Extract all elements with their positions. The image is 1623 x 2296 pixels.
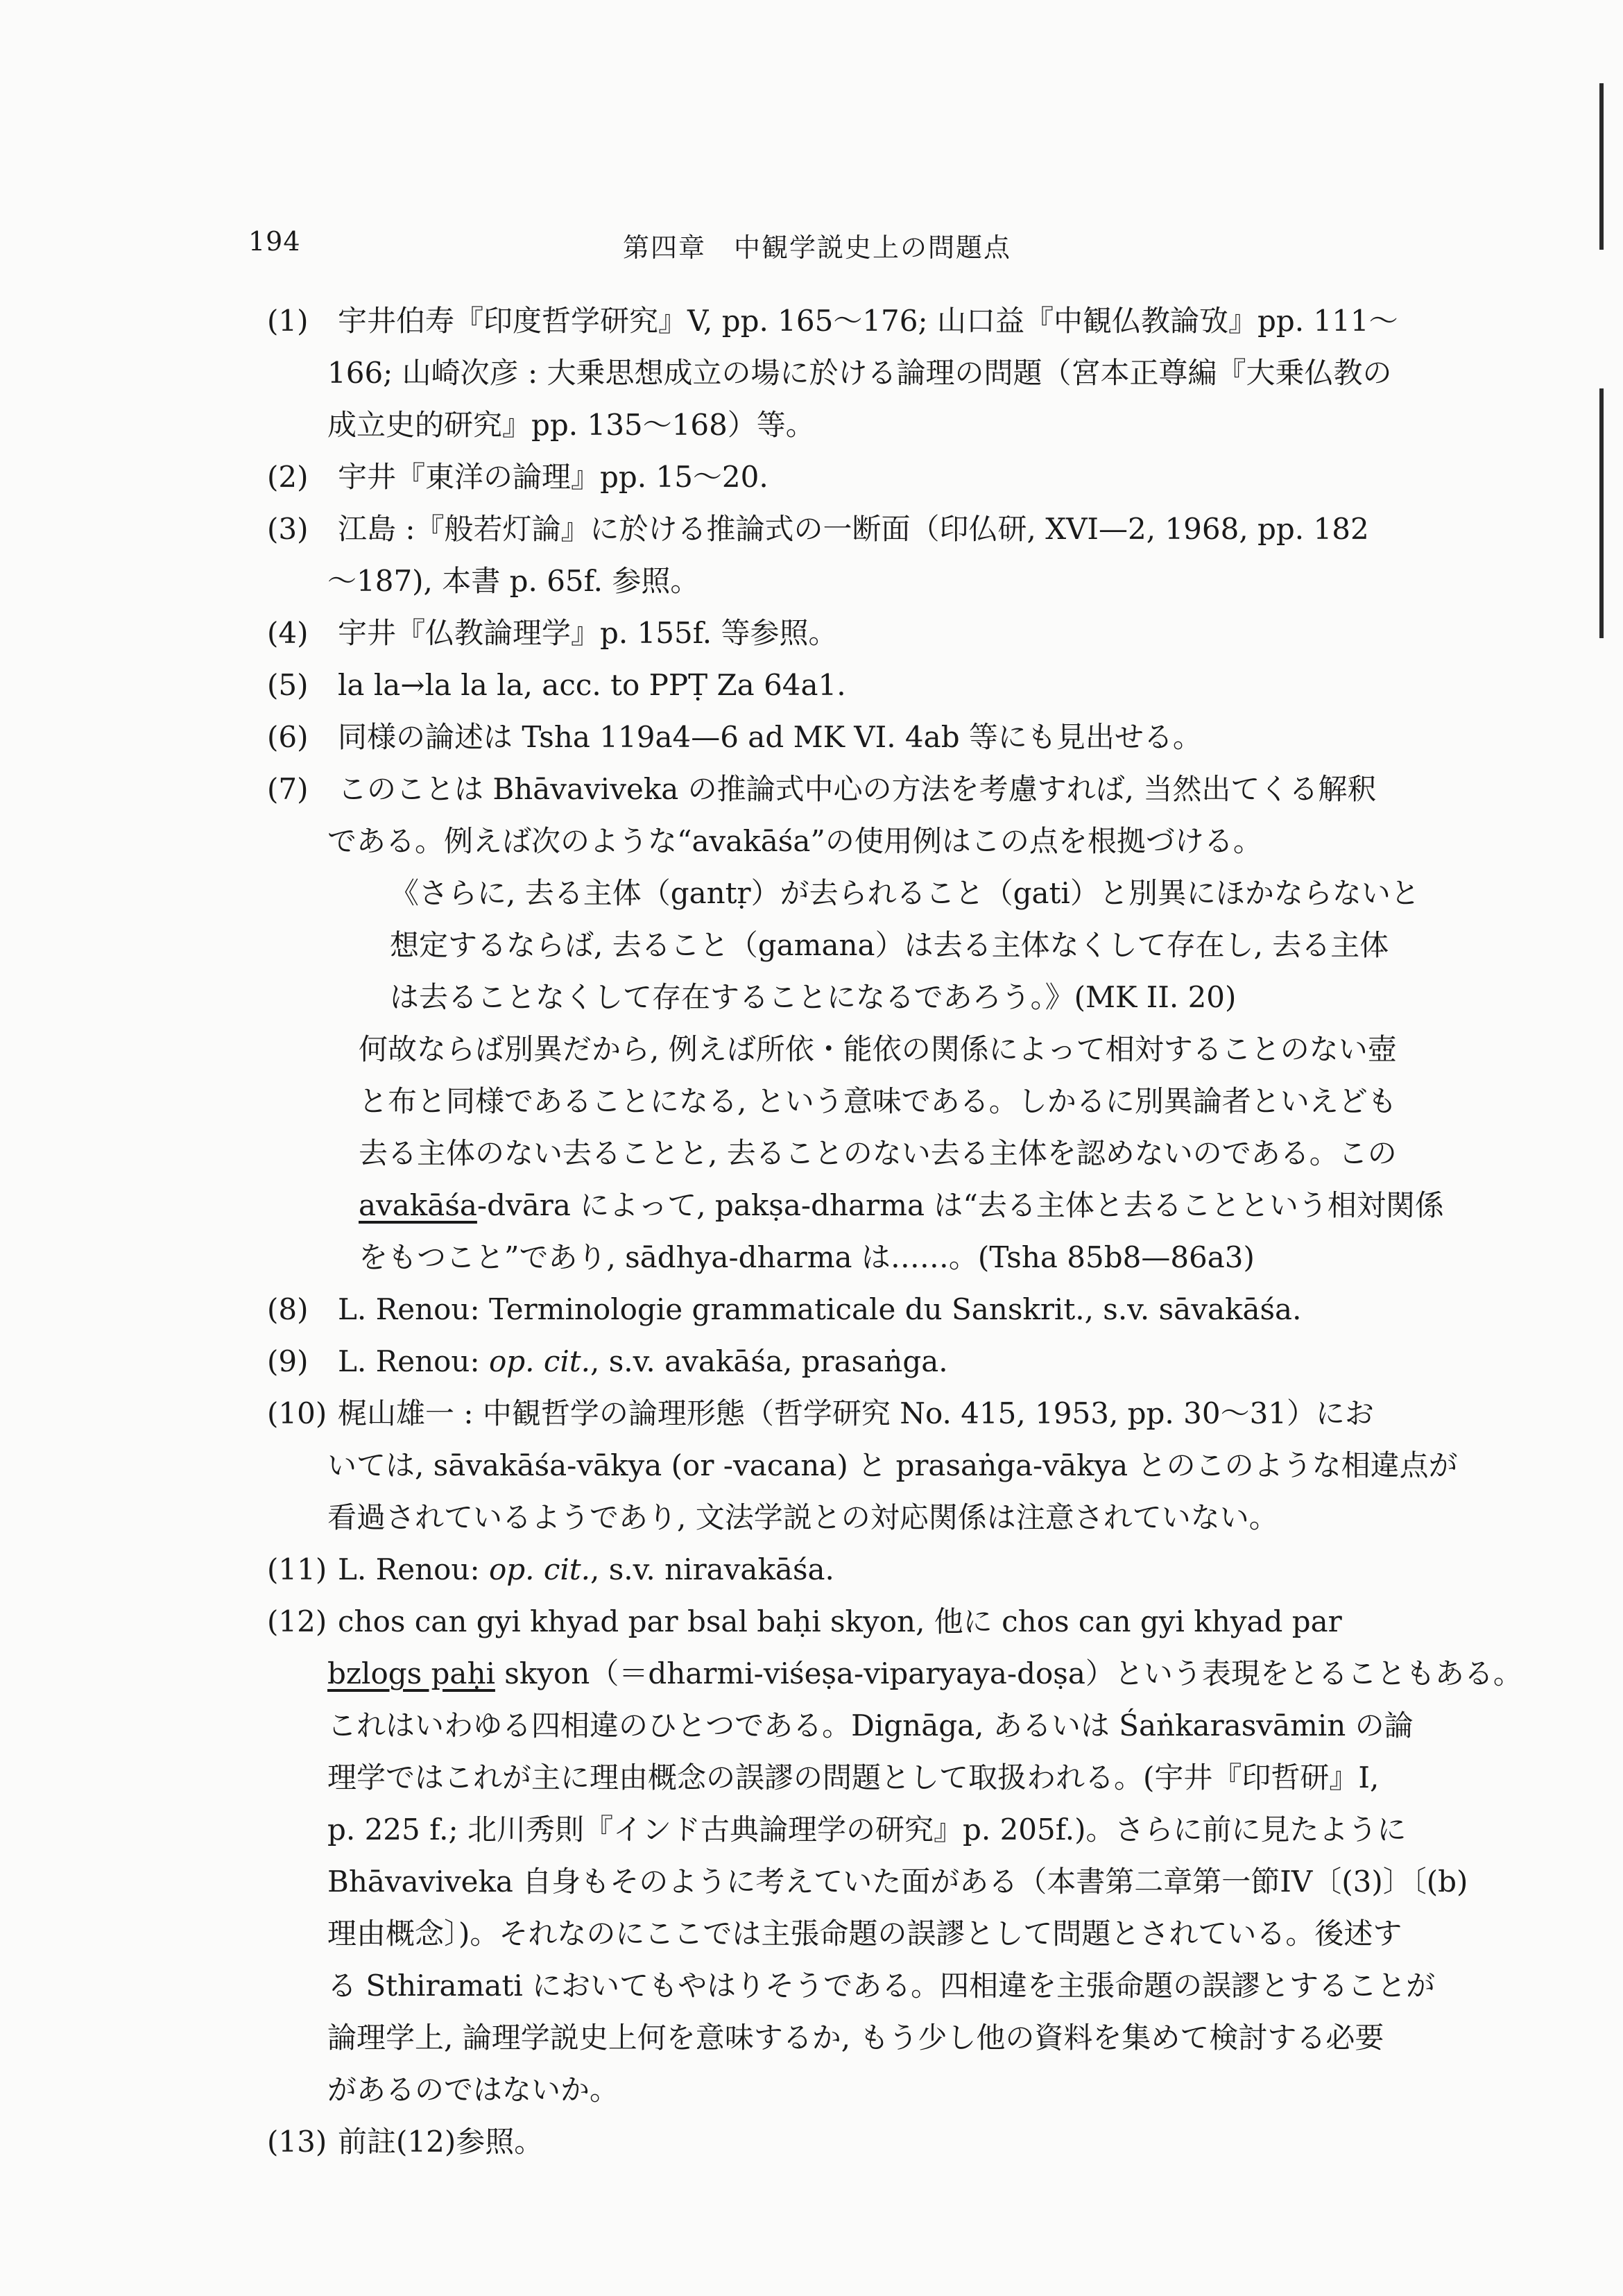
note-line: 成立史的研究』pp. 135〜168）等。 <box>327 408 815 442</box>
note-line: 〜187), 本書 p. 65f. 参照。 <box>327 564 700 598</box>
quote-line: 想定するならば, 去ること（gamana）は去る主体なくして存在し, 去る主体 <box>390 928 1389 962</box>
note-number: (4) <box>267 616 309 650</box>
underlined-term: avakāśa <box>359 1188 477 1222</box>
note-line: 理由概念〕)。それなのにここでは主張命題の誤謬として問題とされている。後述す <box>327 1917 1402 1951</box>
page-edge-mark <box>1599 388 1604 638</box>
note-line: 166; 山崎次彦 : 大乗思想成立の場に於ける論理の問題（宮本正尊編『大乗仏教の <box>327 356 1392 390</box>
comment-line: をもつこと”であり, sādhya-dharma は……。(Tsha 85b8—86a3) <box>359 1240 1255 1274</box>
note-text: L. Renou: <box>338 1344 489 1378</box>
running-header <box>248 226 1414 268</box>
note-line: 看過されているようであり, 文法学説との対応関係は注意されていない。 <box>327 1500 1278 1534</box>
italic-text: op. cit. <box>488 1344 591 1378</box>
note-11 <box>267 1543 1418 1595</box>
note-line: これはいわゆる四相違のひとつである。Dignāga, あるいは Śaṅkarasvāmin の論 <box>327 1708 1414 1742</box>
note-number: (9) <box>267 1344 309 1378</box>
note-number: (13) <box>267 2125 327 2159</box>
note-line: 宇井『東洋の論理』pp. 15〜20. <box>338 460 768 494</box>
note-5 <box>267 659 1418 711</box>
note-3 <box>267 503 1418 607</box>
note-number: (5) <box>267 668 309 702</box>
note-line: L. Renou: Terminologie grammaticale du Sanskrit., s.v. sāvakāśa. <box>338 1292 1302 1326</box>
note-number: (12) <box>267 1604 327 1638</box>
underlined-term: bzlogs paḥi <box>327 1656 495 1690</box>
note-number: (7) <box>267 772 309 806</box>
note-line <box>296 1335 1418 1387</box>
italic-text: op. cit. <box>488 1552 591 1586</box>
note-8 <box>267 1283 1418 1335</box>
note-line: である。例えば次のような“avakāśa”の使用例はこの点を根拠づける。 <box>327 824 1262 858</box>
note-13 <box>267 2116 1418 2168</box>
note-1 <box>267 295 1418 451</box>
note-9 <box>267 1335 1418 1387</box>
note-number: (3) <box>267 512 309 546</box>
note-line: があるのではないか。 <box>327 2073 619 2107</box>
comment-line <box>296 1179 1444 1231</box>
page-number: 194 <box>248 226 301 257</box>
note-text: , s.v. niravakāśa. <box>590 1552 834 1586</box>
footnotes <box>267 295 1522 2168</box>
quote-line: 《さらに, 去る主体（gantṛ）が去られること（gati）と別異にほかならないと <box>390 876 1420 910</box>
note-line: 論理学上, 論理学説史上何を意味するか, もう少し他の資料を集めて検討する必要 <box>327 2021 1384 2055</box>
note-12 <box>267 1595 1522 2116</box>
comment-text: -dvāra によって, pakṣa-dharma は“去る主体と去ることという相対関係 <box>476 1188 1444 1222</box>
note-line: 同様の論述は Tsha 119a4—6 ad MK VI. 4ab 等にも見出せる。 <box>338 720 1202 754</box>
note-4 <box>267 607 1418 659</box>
note-number: (11) <box>267 1552 327 1586</box>
note-2 <box>267 451 1418 503</box>
note-line: la la→la la la, acc. to PPṬ Za 64a1. <box>338 668 846 702</box>
note-line: 宇井『仏教論理学』p. 155f. 等参照。 <box>338 616 838 650</box>
note-number: (8) <box>267 1292 309 1326</box>
note-number: (10) <box>267 1396 327 1430</box>
page-edge-mark <box>1599 83 1604 250</box>
comment-line: 何故ならば別異だから, 例えば所依・能依の関係によって相対することのない壺 <box>359 1032 1397 1066</box>
note-line: このことは Bhāvaviveka の推論式中心の方法を考慮すれば, 当然出てくる解釈 <box>338 772 1377 806</box>
note-line: chos can gyi khyad par bsal baḥi skyon, 他に chos can gyi khyad par <box>338 1604 1342 1638</box>
comment-line: 去る主体のない去ることと, 去ることのない去る主体を認めないのである。この <box>359 1136 1397 1170</box>
quote-line: は去ることなくして存在することになるであろう。》(MK II. 20) <box>390 980 1237 1014</box>
note-line: 宇井伯寿『印度哲学研究』V, pp. 165〜176; 山口益『中観仏教論攷』pp. 111〜 <box>338 304 1398 338</box>
note-line: 江島 :『般若灯論』に於ける推論式の一断面（印仏研, XVI—2, 1968, pp. 182 <box>338 512 1369 546</box>
note-number: (2) <box>267 460 309 494</box>
note-number: (1) <box>267 304 309 338</box>
comment-line: と布と同様であることになる, という意味である。しかるに別異論者といえども <box>359 1084 1397 1118</box>
note-line: いては, sāvakāśa-vākya (or -vacana) と prasaṅga-vākya とのこのような相違点が <box>327 1448 1458 1482</box>
note-text: L. Renou: <box>338 1552 489 1586</box>
note-7 <box>267 763 1444 1283</box>
note-number: (6) <box>267 720 309 754</box>
note-line: 理学ではこれが主に理由概念の誤謬の問題として取扱われる。(宇井『印哲研』I, <box>327 1760 1380 1794</box>
note-line: Bhāvaviveka 自身もそのように考えていた面がある（本書第二章第一節IV〔(3)〕〔(b) <box>327 1865 1468 1899</box>
running-title: 第四章 中観学説史上の問題点 <box>623 232 1012 263</box>
note-line: 梶山雄一 : 中観哲学の論理形態（哲学研究 No. 415, 1953, pp. 30〜31）にお <box>338 1396 1375 1430</box>
note-10 <box>267 1387 1458 1543</box>
note-line <box>296 1543 1418 1595</box>
note-line: る Sthiramati においてもやはりそうである。四相違を主張命題の誤謬とすることが <box>327 1969 1436 2003</box>
note-text: skyon（＝dharmi-viśeṣa-viparyaya-doṣa）という表現をとることもある。 <box>495 1656 1522 1690</box>
note-text: , s.v. avakāśa, prasaṅga. <box>590 1344 948 1378</box>
note-6 <box>267 711 1418 763</box>
note-line <box>296 1647 1522 1699</box>
note-line: 前註(12)参照。 <box>338 2125 544 2159</box>
note-line: p. 225 f.; 北川秀則『インド古典論理学の研究』p. 205f.)。さらに前に見たように <box>327 1813 1407 1847</box>
